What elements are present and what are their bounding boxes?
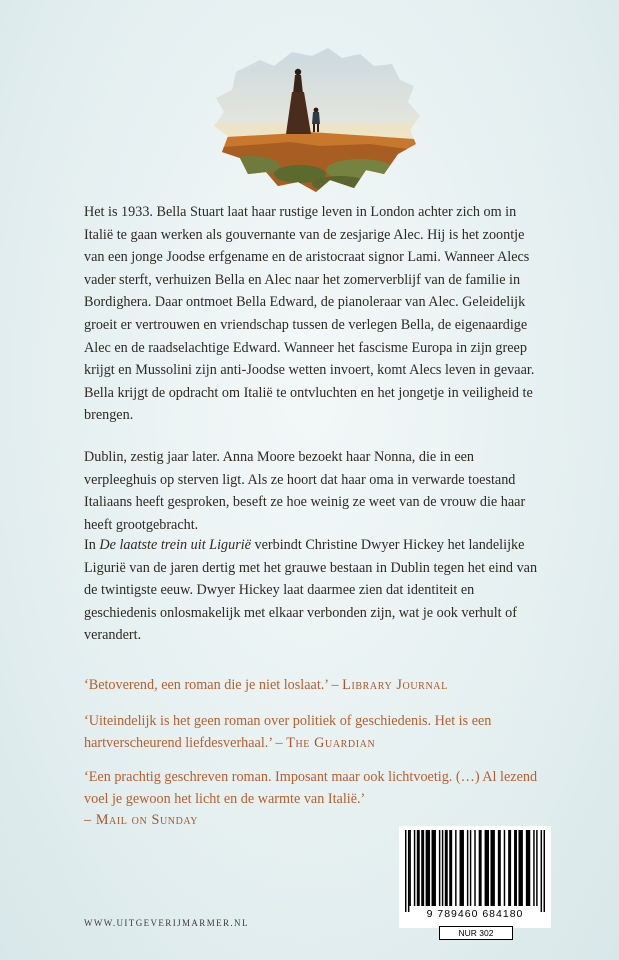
barcode-bar — [526, 830, 530, 906]
barcode-bar — [470, 830, 471, 906]
barcode-bar — [421, 830, 424, 906]
barcode-bar — [455, 830, 456, 906]
quote-source: Library Journal — [342, 677, 448, 693]
barcode-bar — [544, 830, 545, 912]
barcode-bar — [518, 830, 522, 906]
barcode-bar — [508, 830, 511, 906]
cover-illustration — [170, 42, 460, 202]
barcode-bar — [541, 830, 542, 912]
barcode-bar — [533, 830, 534, 906]
blurb-paragraph-3 — [84, 534, 544, 647]
isbn-digits: 9 789460 684180 — [426, 908, 524, 920]
publisher-website: WWW.UITGEVERIJMARMER.NL — [84, 918, 249, 928]
quote-source: – Mail on Sunday — [84, 812, 199, 828]
torn-paper-frame — [170, 42, 460, 202]
blurb-p3-body: verbindt Christine Dwyer Hickey het landelijke Ligurië van de jaren dertig met het grauwe bestaan in Dublin tegen het eind van de twintigste eeuw. Dwyer Hickey laat daarmee zien dat identiteit en geschiedenis onlosmakelijk met elkaar verbonden zijn, wat je ook verhult of verandert. — [84, 537, 538, 644]
barcode-bar — [504, 830, 505, 906]
blurb-p3-intro: In — [84, 537, 100, 553]
barcode-bar — [417, 830, 420, 906]
quote-text: ‘Uiteindelijk is het geen roman over politiek of geschiedenis. Het is een hartverscheurend liefdesverhaal.’ – — [84, 713, 492, 751]
review-quote-2 — [84, 711, 544, 754]
barcode-bar — [442, 830, 443, 906]
barcode-bar — [490, 830, 494, 906]
barcode-bar — [467, 830, 468, 906]
illustration-svg — [170, 42, 460, 202]
barcode-bar — [432, 830, 436, 906]
barcode-bar — [514, 830, 517, 906]
barcode-bar — [426, 830, 430, 906]
barcode-bar — [439, 830, 440, 906]
barcode-bars — [405, 830, 545, 912]
barcode-bar — [536, 830, 537, 906]
barcode-bar — [479, 830, 482, 906]
quote-text: ‘Een prachtig geschreven roman. Imposant maar ook lichtvoetig. (…) Al lezend voel je gewoon het licht en de warmte van Italië.’ — [84, 769, 538, 807]
nur-code: NUR 302 — [439, 926, 513, 940]
blurb-paragraph-1: Het is 1933. Bella Stuart laat haar rustige leven in London achter zich om in Italië te gaan werken als gouvernante van de zesjarige Alec. Hij is het zoontje van een jonge Joodse erfgename en de aristocraat signor Lami. Wanneer Alecs vader sterft, verhuizen Bella en Alec naar het zomerverblijf van de familie in Bordighera. Daar ontmoet Bella Edward, de pianoleraar van Alec. Geleidelijk groeit er vertrouwen en vriendschap tussen de verlegen Bella, de eigenaardige Alec en de raadselachtige Edward. Wanneer het fascisme Europa in zijn greep krijgt en Mussolini zijn anti-Joodse wetten invoert, komt Alecs leven in gevaar. Bella krijgt de opdracht om Italië te ontvluchten en het jongetje in veiligheid te brengen. — [84, 204, 535, 424]
quote-text: ‘Betoverend, een roman die je niet loslaat.’ – — [84, 677, 343, 693]
blurb-paragraph-2: Dublin, zestig jaar later. Anna Moore bezoekt haar Nonna, die in een verpleeghuis op sterven ligt. Als ze hoort dat haar oma in verwarde toestand Italiaans heeft gesproken, beseft ze hoe weinig ze weet van de vrouw die haar heeft grootgebracht. — [84, 449, 526, 533]
barcode-bar — [498, 830, 501, 906]
barcode-bar — [485, 830, 489, 906]
barcode-bar — [449, 830, 452, 906]
review-quote-3 — [84, 767, 544, 832]
barcode-bar — [414, 830, 415, 906]
barcode-bar — [405, 830, 406, 912]
barcode-bar — [408, 830, 409, 912]
book-title: De laatste trein uit Ligurië — [99, 537, 251, 553]
review-quote-1 — [84, 675, 544, 697]
barcode-bar — [445, 830, 448, 906]
quote-source: The Guardian — [286, 734, 376, 751]
barcode-bar — [474, 830, 475, 906]
barcode-bar — [460, 830, 464, 906]
barcode — [399, 826, 551, 928]
barcode-bar — [409, 830, 410, 906]
